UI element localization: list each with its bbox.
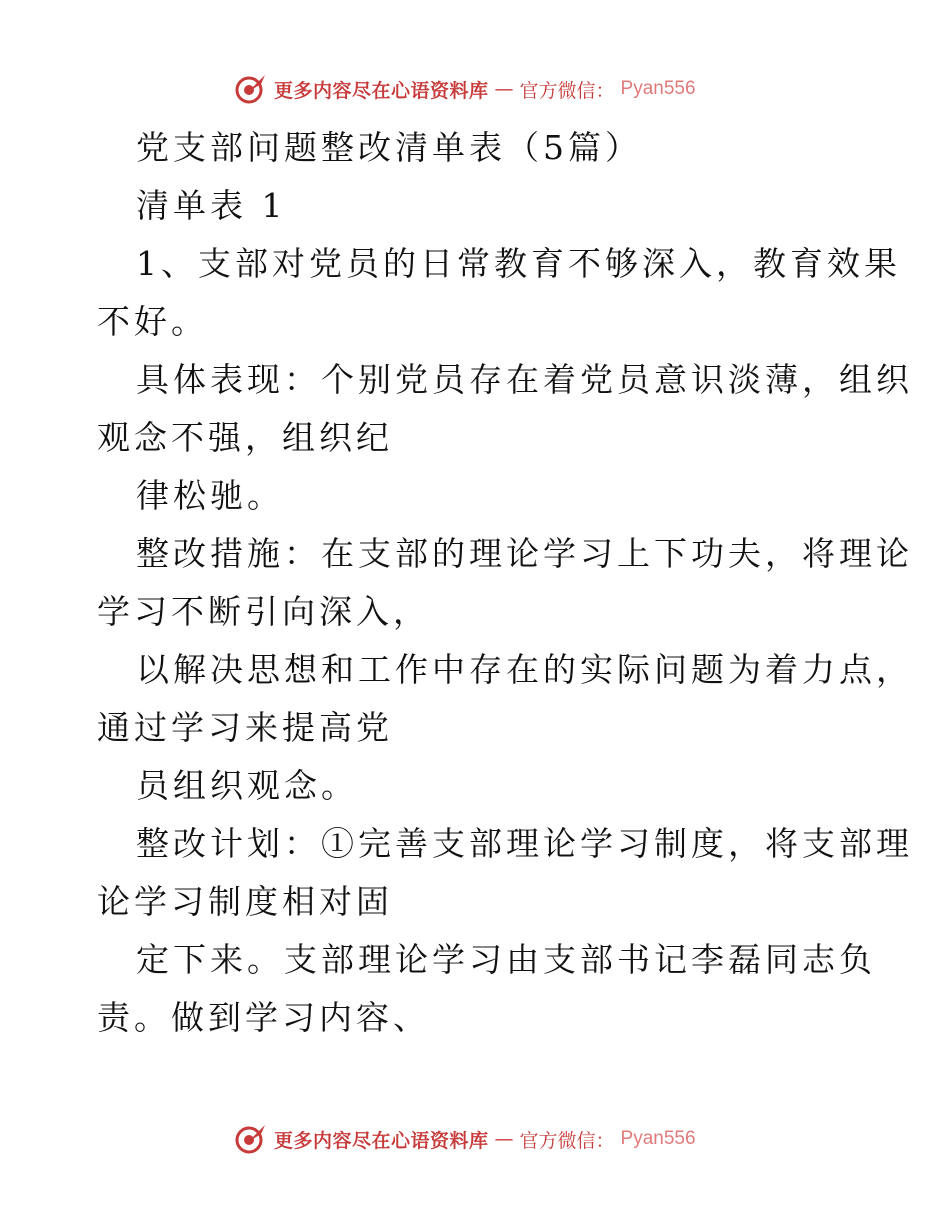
document-title: 党支部问题整改清单表（5篇） xyxy=(136,128,642,167)
section-heading: 清单表 1 xyxy=(136,186,287,225)
text-line: 员组织观念。 xyxy=(136,766,358,805)
text-line: 整改计划：①完善支部理论学习制度，将支部理 xyxy=(136,824,913,863)
wechat-label: 官方微信： xyxy=(519,1129,615,1152)
text-line: 定下来。支部理论学习由支部书记李磊同志负 xyxy=(136,940,876,979)
banner-text: 更多内容尽在心语资料库 xyxy=(274,79,489,102)
wechat-label: 官方微信： xyxy=(519,79,615,102)
text-line: 学习不断引向深入， xyxy=(97,592,430,631)
text-line: 观念不强，组织纪 xyxy=(97,418,393,457)
text-line: 以解决思想和工作中存在的实际问题为着力点， xyxy=(136,650,913,689)
wechat-id: Pyan556 xyxy=(620,78,696,99)
banner-dash: — xyxy=(494,1128,514,1150)
text-line: 具体表现：个别党员存在着党员意识淡薄，组织 xyxy=(136,360,913,399)
wechat-id: Pyan556 xyxy=(620,1128,696,1149)
header-banner xyxy=(234,72,696,106)
text-line: 责。做到学习内容、 xyxy=(97,998,430,1037)
footer-banner xyxy=(234,1122,696,1156)
banner-text: 更多内容尽在心语资料库 xyxy=(274,1129,489,1152)
quill-logo-icon xyxy=(234,72,268,106)
text-line: 论学习制度相对固 xyxy=(97,882,393,921)
text-line: 1、支部对党员的日常教育不够深入，教育效果 xyxy=(136,244,901,283)
text-line: 不好。 xyxy=(97,302,208,341)
banner-dash: — xyxy=(494,78,514,100)
quill-logo-icon xyxy=(234,1122,268,1156)
text-line: 律松驰。 xyxy=(136,476,284,515)
text-line: 整改措施：在支部的理论学习上下功夫，将理论 xyxy=(136,534,913,573)
text-line: 通过学习来提高党 xyxy=(97,708,393,747)
